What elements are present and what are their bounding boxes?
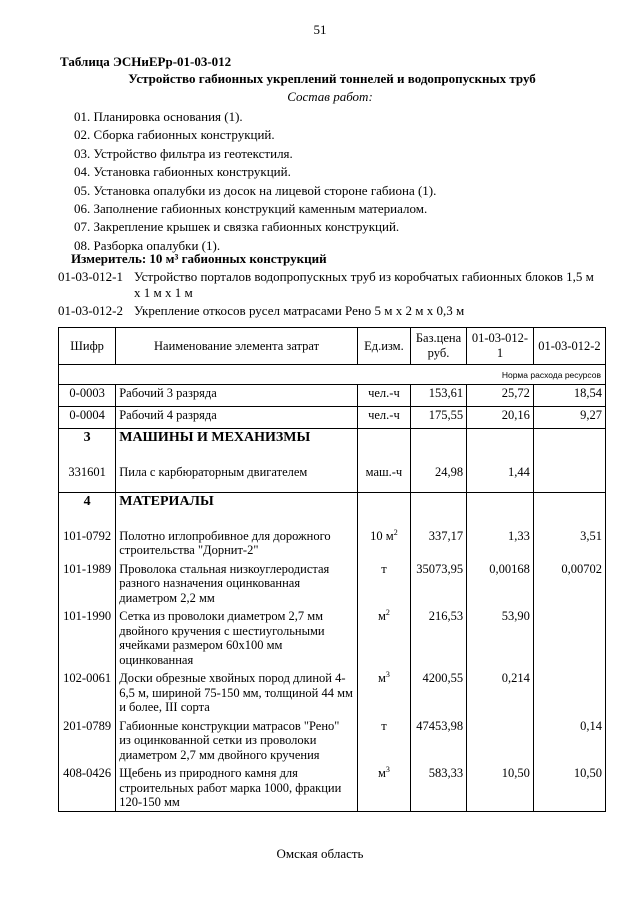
cell-v2: 10,50: [533, 763, 605, 811]
cell-name: Рабочий 3 разряда: [116, 385, 358, 407]
cell-code: 102-0061: [59, 668, 116, 716]
variant-code: 01-03-012-1: [58, 269, 123, 284]
unit-base: т: [381, 561, 387, 576]
cell-v2: 0,14: [533, 716, 605, 764]
variant-text: Устройство порталов водопропускных труб из коробчатых габионных блоков 1,5 м х 1 м х 1 м: [134, 269, 594, 300]
header-price: Баз.цена руб.: [410, 328, 466, 365]
table-row: [59, 407, 606, 429]
cell-unit: [357, 606, 410, 668]
cell-code: 101-1989: [59, 559, 116, 607]
cell-name: Габионные конструкции матрасов "Рено" из оцинкованной сетки из проволоки диаметром 2,7 мм двойного кручения: [116, 716, 358, 764]
cell-code: 0-0003: [59, 385, 116, 407]
cell-code: 408-0426: [59, 763, 116, 811]
variant-code: 01-03-012-2: [58, 303, 123, 318]
norma-row: [59, 365, 606, 385]
cell-price: 216,53: [410, 606, 466, 668]
cell-unit: чел.-ч: [357, 407, 410, 429]
cell-unit: чел.-ч: [357, 385, 410, 407]
header-variant-2: 01-03-012-2: [533, 328, 605, 365]
header-code: Шифр: [59, 328, 116, 365]
work-item: 08. Разборка опалубки (1).: [74, 237, 221, 253]
cell-v1: 1,33: [467, 523, 534, 559]
table-row: [59, 716, 606, 764]
resource-table: [58, 327, 606, 812]
table-row: [59, 559, 606, 607]
table-row: [59, 523, 606, 559]
empty-cell: [357, 493, 410, 523]
cell-name: Щебень из природного камня для строительных работ марка 1000, фракции 120-150 мм: [116, 763, 358, 811]
table-row: [59, 763, 606, 811]
empty-cell: [533, 493, 605, 523]
section-row: [59, 493, 606, 523]
cell-v2: 18,54: [533, 385, 605, 407]
section-title: МАШИНЫ И МЕХАНИЗМЫ: [116, 429, 358, 459]
cell-v2: [533, 668, 605, 716]
cell-v1: 0,00168: [467, 559, 534, 607]
empty-cell: [357, 429, 410, 459]
unit-sup: 2: [385, 607, 390, 617]
work-item: 04. Установка габионных конструкций.: [74, 164, 291, 180]
cell-name: Рабочий 4 разряда: [116, 407, 358, 429]
variant-row: [58, 269, 594, 301]
cell-v2: 0,00702: [533, 559, 605, 607]
header-name: Наименование элемента затрат: [116, 328, 358, 365]
empty-cell: [533, 429, 605, 459]
work-item: 06. Заполнение габионных конструкций каменным материалом.: [74, 201, 428, 217]
cell-v1: 25,72: [467, 385, 534, 407]
works-heading: Состав работ:: [287, 89, 373, 104]
cell-unit: маш.-ч: [357, 459, 410, 493]
norma-label: Норма расхода ресурсов: [59, 365, 606, 385]
cell-v1: 53,90: [467, 606, 534, 668]
cell-v1: [467, 716, 534, 764]
cell-price: 24,98: [410, 459, 466, 493]
cell-price: 583,33: [410, 763, 466, 811]
table-title: Таблица ЭСНиЕРр-01-03-012: [60, 54, 232, 69]
unit-sup: 3: [385, 764, 390, 774]
cell-v1: 1,44: [467, 459, 534, 493]
unit-base: м: [377, 766, 386, 780]
table-header-row: [59, 328, 606, 365]
cell-v2: 3,51: [533, 523, 605, 559]
cell-code: 201-0789: [59, 716, 116, 764]
empty-cell: [467, 493, 534, 523]
cell-v2: [533, 459, 605, 493]
cell-unit: [357, 523, 410, 559]
cell-unit: [357, 716, 410, 764]
page-number: 51: [313, 22, 327, 37]
table-row: [59, 459, 606, 493]
header-unit: Ед.изм.: [357, 328, 410, 365]
table-row: [59, 606, 606, 668]
cell-name: Сетка из проволоки диаметром 2,7 мм двойного кручения с шестиугольными ячейками размером 60х100 мм оцинкованная: [116, 606, 358, 668]
footer-region: Омская область: [276, 846, 364, 861]
work-item: 01. Планировка основания (1).: [74, 109, 243, 124]
cell-name: Пила с карбюраторным двигателем: [116, 459, 358, 493]
empty-cell: [410, 429, 466, 459]
cell-price: 47453,98: [410, 716, 466, 764]
section-title: МАТЕРИАЛЫ: [116, 493, 358, 523]
meter-line: Измеритель: 10 м³ габионных конструкций: [71, 251, 327, 266]
cell-name: Доски обрезные хвойных пород длиной 4-6,5 м, шириной 75-150 мм, толщиной 44 мм и более, III сорта: [116, 668, 358, 716]
cell-price: 175,55: [410, 407, 466, 429]
empty-cell: [467, 429, 534, 459]
cell-code: 331601: [59, 459, 116, 493]
cell-v1: 10,50: [467, 763, 534, 811]
section-number: 3: [59, 429, 116, 459]
works-list: [74, 108, 436, 255]
cell-code: 101-0792: [59, 523, 116, 559]
cell-name: Проволока стальная низкоуглеродистая разного назначения оцинкованная диаметром 2,2 мм: [116, 559, 358, 607]
cell-price: 4200,55: [410, 668, 466, 716]
empty-cell: [410, 493, 466, 523]
cell-code: 0-0004: [59, 407, 116, 429]
cell-unit: [357, 668, 410, 716]
cell-price: 337,17: [410, 523, 466, 559]
cell-v1: 0,214: [467, 668, 534, 716]
work-item: 07. Закрепление крышек и связка габионных конструкций.: [74, 219, 400, 235]
unit-base: т: [381, 718, 387, 733]
cell-unit: [357, 559, 410, 607]
cell-v2: [533, 606, 605, 668]
unit-base: м: [377, 609, 386, 623]
cell-v1: 20,16: [467, 407, 534, 429]
table-row: [59, 668, 606, 716]
cell-price: 153,61: [410, 385, 466, 407]
cell-name: Полотно иглопробивное для дорожного строительства "Дорнит-2": [116, 523, 358, 559]
table-subtitle: Устройство габионных укреплений тоннелей и водопропускных труб: [128, 71, 536, 86]
unit-sup: 3: [385, 669, 390, 679]
cell-v2: 9,27: [533, 407, 605, 429]
work-item: 03. Устройство фильтра из геотекстиля.: [74, 145, 293, 161]
cell-price: 35073,95: [410, 559, 466, 607]
cell-code: 101-1990: [59, 606, 116, 668]
unit-base: 10 м: [370, 528, 394, 543]
header-variant-1: 01-03-012-1: [467, 328, 534, 365]
unit-sup: 2: [393, 527, 398, 537]
section-row: [59, 429, 606, 459]
cell-unit: [357, 763, 410, 811]
work-item: 05. Установка опалубки из досок на лицевой стороне габиона (1).: [74, 182, 437, 198]
variant-row: [58, 303, 464, 319]
table-row: [59, 385, 606, 407]
work-item: 02. Сборка габионных конструкций.: [74, 127, 275, 143]
unit-base: м: [377, 671, 386, 685]
variant-text: Укрепление откосов русел матрасами Рено 5 м х 2 м х 0,3 м: [134, 303, 465, 318]
section-number: 4: [59, 493, 116, 523]
